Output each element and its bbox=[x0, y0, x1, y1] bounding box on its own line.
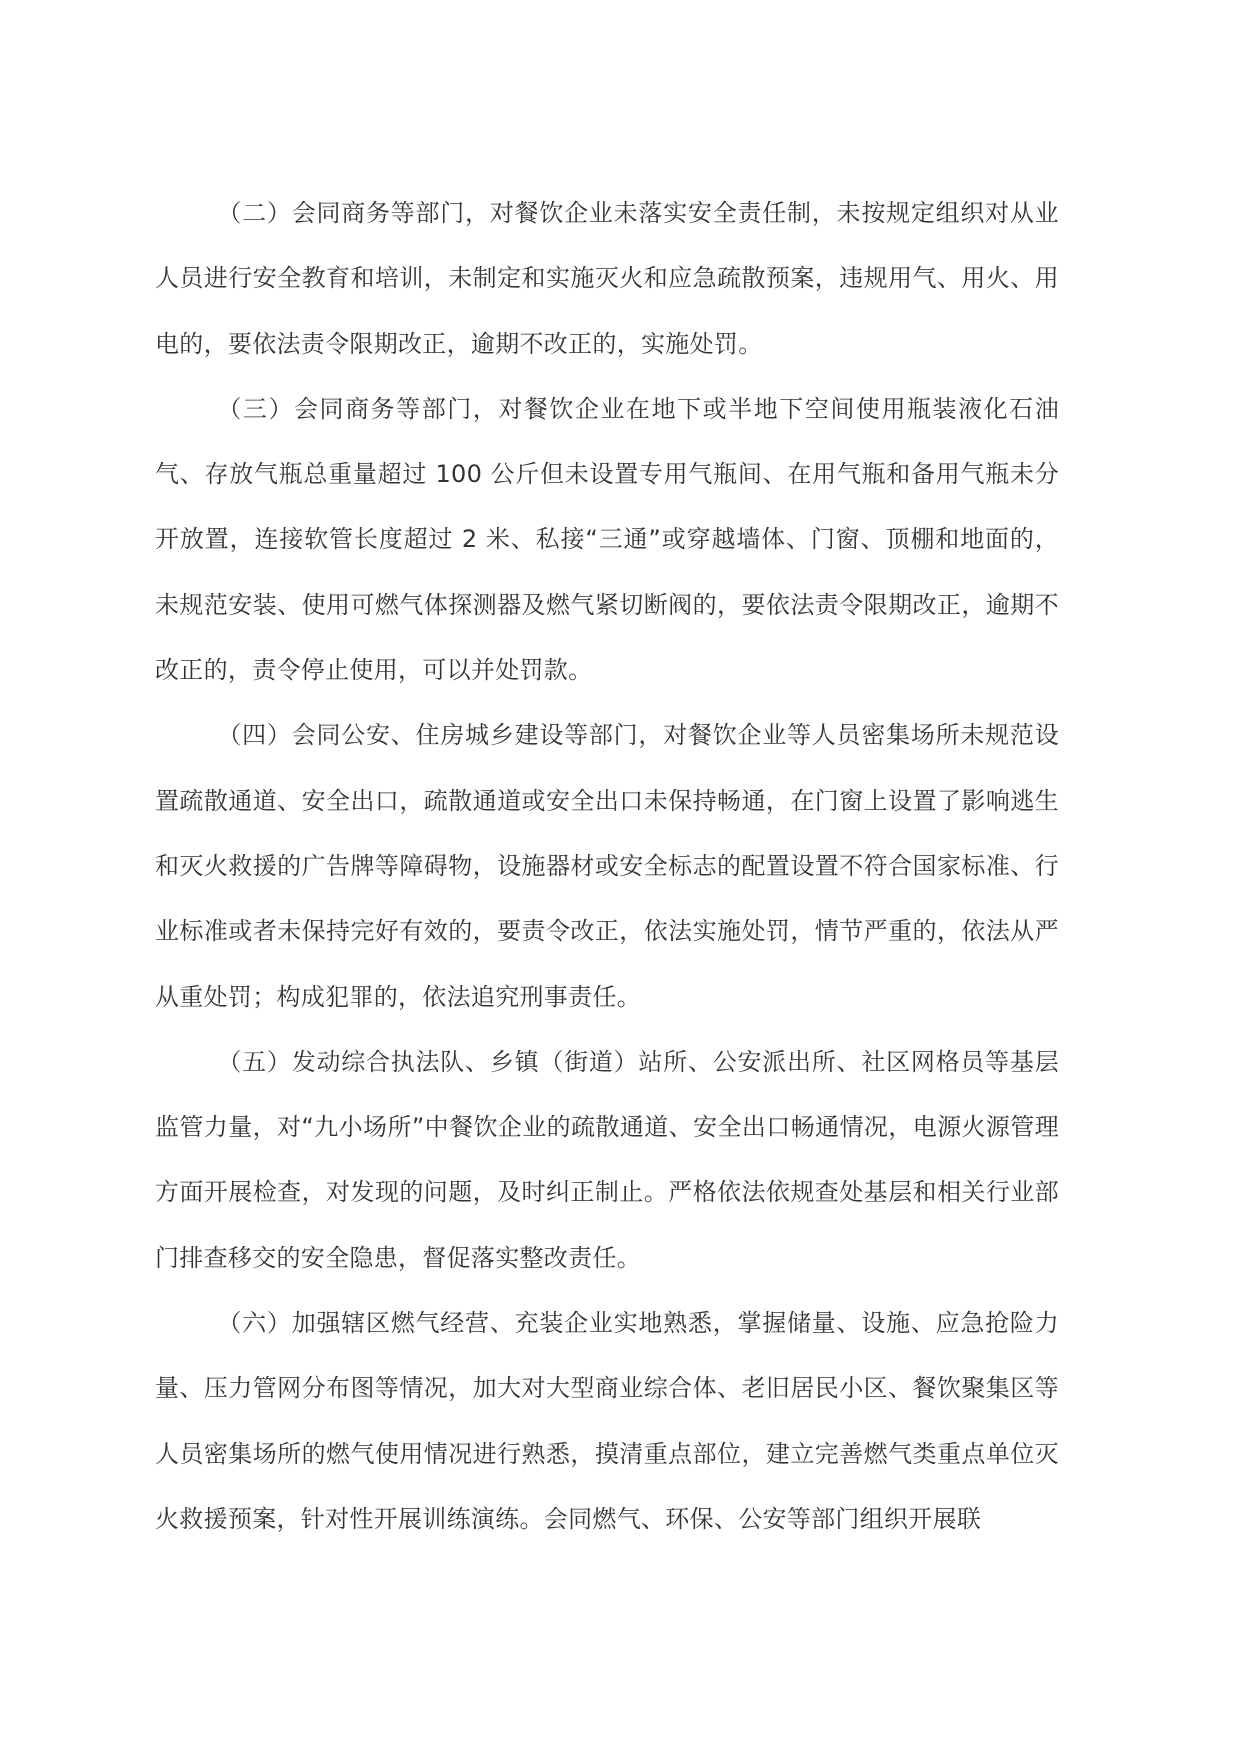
paragraph-section-5: （五）发动综合执法队、乡镇（街道）站所、公安派出所、社区网格员等基层监管力量，对“九小场所”中餐饮企业的疏散通道、安全出口畅通情况，电源火源管理方面开展检查，对发现的问题，及时纠正制止。严格依法依规查处基层和相关行业部门排查移交的安全隐患，督促落实整改责任。 bbox=[155, 1047, 1059, 1272]
paragraph-section-3: （三）会同商务等部门，对餐饮企业在地下或半地下空间使用瓶装液化石油气、存放气瓶总重量超过 100 公斤但未设置专用气瓶间、在用气瓶和备用气瓶未分开放置，连接软管长度超过 2 米、私接“三通”或穿越墙体、门窗、顶棚和地面的，未规范安装、使用可燃气体探测器及燃气紧切断阀的，要依法责令限期改正，逾期不改正的，责令停止使用，可以并处罚款。 bbox=[155, 394, 1059, 685]
paragraph-section-4: （四）会同公安、住房城乡建设等部门，对餐饮企业等人员密集场所未规范设置疏散通道、安全出口，疏散通道或安全出口未保持畅通，在门窗上设置了影响逃生和灭火救援的广告牌等障碍物，设施器材或安全标志的配置设置不符合国家标准、行业标准或者未保持完好有效的，要责令改正，依法实施处罚，情节严重的，依法从严从重处罚；构成犯罪的，依法追究刑事责任。 bbox=[155, 721, 1059, 1011]
document-body bbox=[155, 181, 1059, 1552]
paragraph-section-6: （六）加强辖区燃气经营、充装企业实地熟悉，掌握储量、设施、应急抢险力量、压力管网分布图等情况，加大对大型商业综合体、老旧居民小区、餐饮聚集区等人员密集场所的燃气使用情况进行熟悉，摸清重点部位，建立完善燃气类重点单位灭火救援预案，针对性开展训练演练。会同燃气、环保、公安等部门组织开展联 bbox=[155, 1309, 1059, 1533]
paragraph-section-2: （二）会同商务等部门，对餐饮企业未落实安全责任制，未按规定组织对从业人员进行安全教育和培训，未制定和实施灭火和应急疏散预案，违规用气、用火、用电的，要依法责令限期改正，逾期不改正的，实施处罚。 bbox=[155, 199, 1059, 358]
